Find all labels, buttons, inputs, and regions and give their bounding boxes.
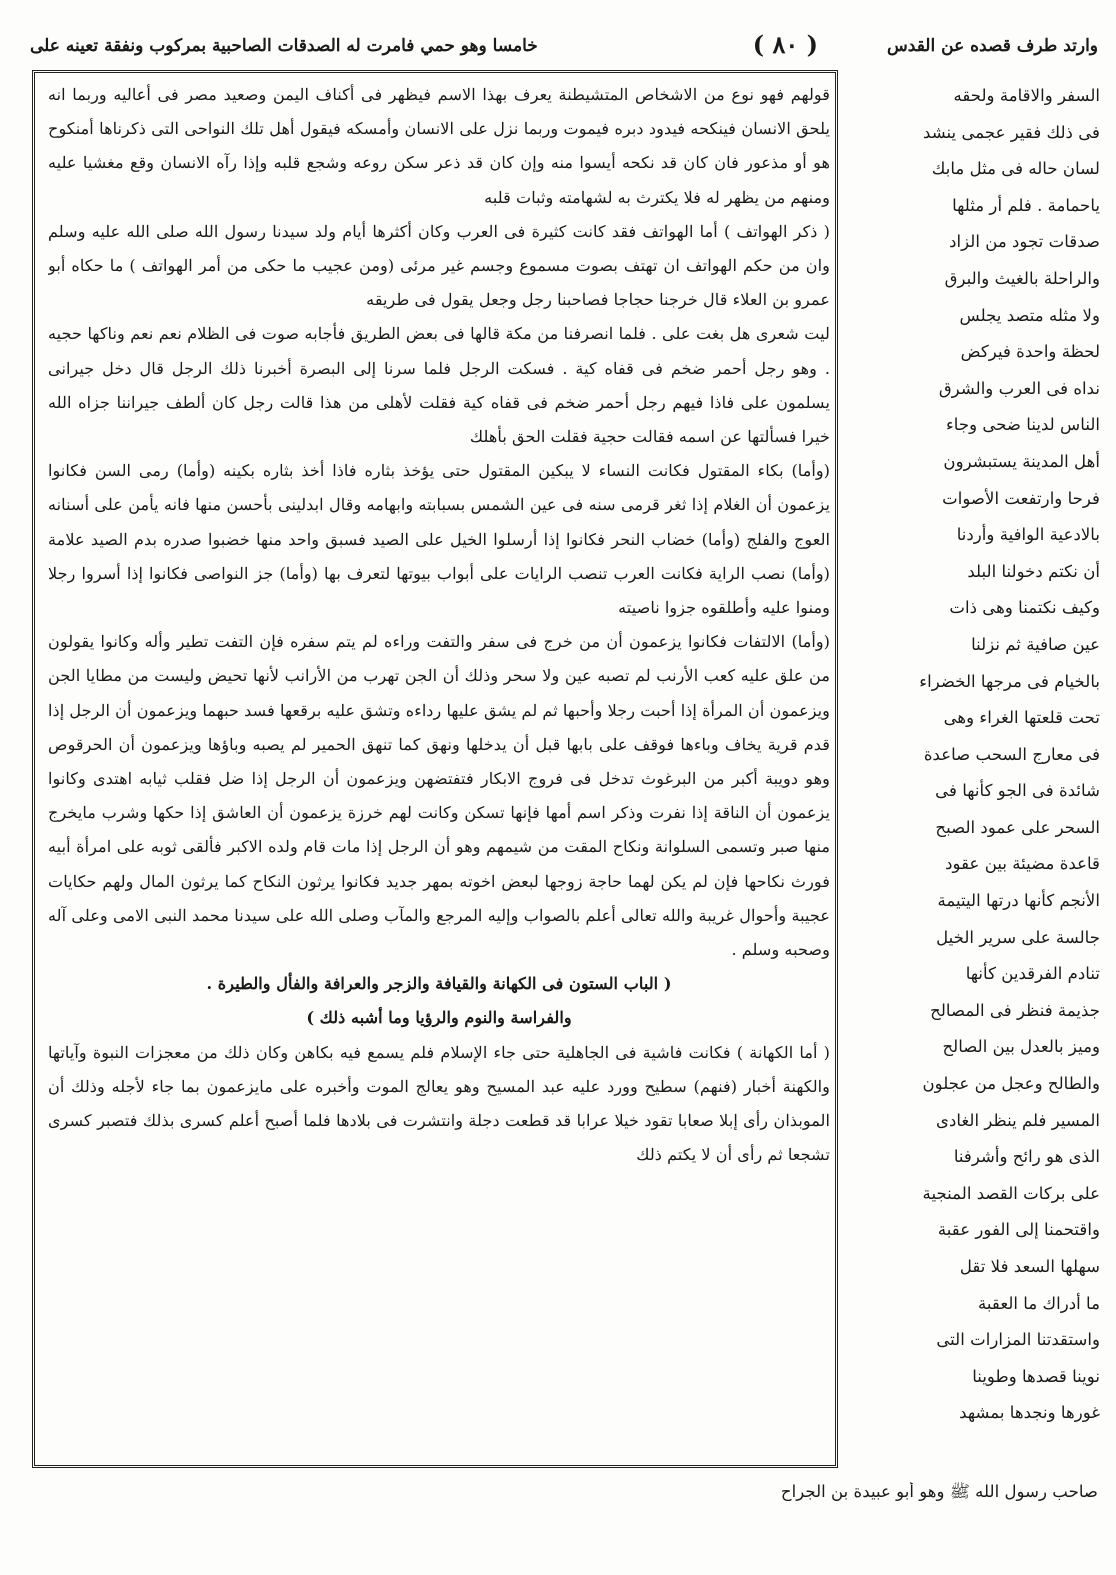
header-right-text: وارتد طرف قصده عن القدس xyxy=(887,36,1098,56)
margin-line: بالخيام فى مرجها الخضراء xyxy=(919,671,1100,691)
margin-line: فى ذلك فقير عجمى ينشد xyxy=(923,122,1100,142)
margin-line: بالادعية الوافية وأردنا xyxy=(956,525,1100,545)
margin-line: ياحمامة . فلم أر مثلها xyxy=(952,195,1100,215)
margin-line: الأنجم كأنها درتها اليتيمة xyxy=(937,891,1100,911)
margin-line: قاعدة مضيئة بين عقود xyxy=(945,854,1100,874)
paragraph: (وأما) بكاء المقتول فكانت النساء لا يبكين المقتول حتى يؤخذ بثاره فاذا أخذ بثاره بكينه (وأما) رمى السن فكانوا يزعمون أن الغلام إذا ثغر قرمى سنه فى عين الشمس بسبابته وابهامه وقال ابدلينى بأحسن منها فانه يأمن على أسنانه العوج والفلج (وأما) خضاب النحر فكانوا إذا أرسلوا الخيل على الصيد فسبق واحد منها خضبوا صدره بدم الصيد علامة (وأما) نصب الراية فكانت العرب تنصب الرايات على أبواب بيوتها لتعرف بها (وأما) جز النواصى فكانوا إذا أسروا رجلا ومنوا عليه وأطلقوه جزوا ناصيته xyxy=(48,461,830,618)
margin-line: جذيمة فنظر فى المصالح xyxy=(930,1000,1100,1020)
margin-line: جالسة على سرير الخيل xyxy=(936,927,1100,947)
margin-line: السفر والاقامة ولحقه xyxy=(953,86,1100,105)
margin-line: تحت قلعتها الغراء وهى xyxy=(943,708,1100,728)
margin-line: السحر على عمود الصبح xyxy=(935,817,1100,837)
margin-line: لحظة واحدة فيركض xyxy=(960,342,1100,362)
margin-line: المسير فلم ينظر الغادى xyxy=(935,1110,1100,1130)
margin-line: غورها ونجدها بمشهد xyxy=(959,1403,1100,1423)
margin-line: تنادم الفرقدين كأنها xyxy=(965,964,1100,984)
margin-line: صدقات تجود من الزاد xyxy=(949,232,1100,252)
margin-line: نداه فى العرب والشرق xyxy=(938,378,1100,398)
margin-line: الذى هو رائح وأشرفنا xyxy=(953,1147,1100,1167)
page-number: ( ٨٠ ) xyxy=(752,30,818,59)
margin-line: فى معارج السحب صاعدة xyxy=(923,744,1100,764)
main-text-column xyxy=(48,78,830,1468)
margin-line: وميز بالعدل بين الصالح xyxy=(942,1037,1100,1057)
paragraph: ( أما الكهانة ) فكانت فاشية فى الجاهلية حتى جاء الإسلام فلم يسمع فيه بكاهن وكان ذلك من معجزات النبوة وآياتها والكهنة أخبار (فنهم) سطيح وورد عليه عبد المسيح وهو يعالج الموت وأخبره على مايزعمون بما جاء لأجله وذلك أن الموبذان رأى إبلا صعابا تقود خيلا عرابا قد قطعت دجلة وانتشرت فى بلادها فلما أصبح أعلم كسرى بذلك فتصبر كسرى تشجعا ثم رأى أن لا يكتم ذلك xyxy=(48,1042,830,1165)
margin-line: وكيف نكتمنا وهى ذات xyxy=(949,598,1100,618)
margin-line: ولا مثله متصد يجلس xyxy=(959,305,1100,325)
chapter-title-line-2: والفراسة والنوم والرؤيا وما أشبه ذلك ) xyxy=(306,1008,572,1028)
margin-line: واستقدتنا المزارات التى xyxy=(936,1330,1100,1350)
paragraph: (وأما) الالتفات فكانوا يزعمون أن من خرج فى سفر والتفت وراءه لم يتم سفره فإن التفت تطير وأله وكانوا يقولون من علق عليه كعب الأرنب لم تصبه عين ولا سحر وذلك أن الجن تهرب من الأرانب لأنها تحيض وليست من مطايا الجن ويزعمون أن المرأة إذا أحبت رجلا وأحبها ثم لم يشق عليها رداءه وتشق عليه برقعها فسد حبهما ويزعمون أن الرجل إذا قدم قرية يخاف وباءها فوقف على بابها قبل أن يدخلها ونهق كما تنهق الحمير لم يصبه وباؤها ويزعمون أن الحرقوص وهو دويبة أكبر من البرغوث تدخل فى فروج الابكار فتفتضهن ويزعمون أن الرجل إذا ضل فقلب ثيابه اهتدى وكانوا يزعمون أن الناقة إذا نفرت وذكر اسم أمها فإنها تسكن وكانت لهم خرزة يزعمون أن العاشق إذا حكها وشرب مايخرج منها صبر وتسمى السلوانة ونكاح المقت من شيمهم وهو أن الرجل إذا مات قام ولده الاكبر فألقى ثوبه على امرأة أبيه فورث نكاحها فإن لم يكن لهما حاجة زوجها لبعض اخوته بمهر جديد فكانوا يرثون النكاح كما يرثون المال ولهم حكايات عجيبة وأحوال غريبة والله تعالى أعلم بالصواب وإليه المرجع والمآب وصلى الله على سيدنا محمد النبى الامى وعلى آله وصحبه وسلم . xyxy=(48,632,830,960)
chapter-title-line-1: ( الباب الستون فى الكهانة والقيافة والزجر والعرافة والفأل والطيرة . xyxy=(206,974,672,994)
footer-catchline: صاحب رسول الله ﷺ وهو أبو عبيدة بن الجراح xyxy=(780,1482,1098,1501)
header-left-text: خامسا وهو حمي فامرت له الصدقات الصاحبية بمركوب ونفقة تعينه على xyxy=(30,36,538,56)
margin-line: على بركات القصد المنجية xyxy=(922,1183,1100,1203)
margin-line: أهل المدينة يستبشرون xyxy=(943,451,1100,471)
margin-line: والطالح وعجل من عجلون xyxy=(922,1074,1100,1094)
margin-line: عين صافية ثم نزلنا xyxy=(971,634,1100,654)
margin-commentary xyxy=(848,78,1100,1478)
margin-line: سهلها السعد فلا تقل xyxy=(959,1257,1100,1276)
paragraph: ( ذكر الهواتف ) أما الهواتف فقد كانت كثيرة فى العرب وكان أكثرها أيام ولد سيدنا رسول الله صلى الله عليه وسلم وان من حكم الهواتف ان تهتف بصوت مسموع وجسم غير مرئى (ومن عجيب ما حكى من أمر الهواتف ) ما حكاه أبو عمرو بن العلاء قال خرجنا حجاجا فصاحبنا رجل وجعل يقول فى طريقه xyxy=(48,221,830,310)
paragraph: ليت شعرى هل بغت على . فلما انصرفنا من مكة قالها فى بعض الطريق فأجابه صوت فى الظلام نعم نعم وناكها حجيه . وهو رجل أحمر ضخم فى قفاه كية . فسكت الرجل فلما سرنا إلى البصرة أخبرنا ذلك الرجل قال دخل جيرانى يسلمون على فاذا فيهم رجل أحمر ضخم فى قفاه كية فقلت لأهلى من هذا قالت رجل كان ألطف جيراننا جزاه الله خيرا فسألتها عن اسمه فقالت حجية فقلت الحق بأهلك xyxy=(48,324,830,447)
margin-line: الناس لدينا ضحى وجاء xyxy=(945,415,1100,435)
margin-line: لسان حاله فى مثل مابك xyxy=(931,159,1100,179)
margin-line: شائدة فى الجو كأنها فى xyxy=(935,781,1100,801)
margin-line: أن نكتم دخولنا البلد xyxy=(967,561,1100,581)
paragraph: قولهم فهو نوع من الاشخاص المتشيطنة يعرف بهذا الاسم فيظهر فى أكناف اليمن وصعيد مصر فى أعاليه وربما انه يلحق الانسان فينكحه فيدود دبره فيموت وربما نزل على الانسان وأمسكه فيقول أهل تلك النواحى التى ذكرناها أمنكوح هو أو مذعور فان كان قد نكحه أيسوا منه وإن كان قد ذعر سكن روعه وشجع قلبه وإذا رآه الانسان وقع مغشيا عليه ومنهم من يظهر له فلا يكترث به لشهامته وثبات قلبه xyxy=(48,85,830,207)
margin-line: ما أدراك ما العقبة xyxy=(978,1293,1100,1313)
margin-line: والراحلة بالغيث والبرق xyxy=(944,268,1100,288)
margin-line: نوينا قصدها وطوينا xyxy=(972,1366,1100,1386)
margin-line: فرحا وارتفعت الأصوات xyxy=(942,488,1100,508)
page-header xyxy=(30,30,1098,70)
margin-line: واقتحمنا إلى الفور عقبة xyxy=(937,1220,1100,1240)
